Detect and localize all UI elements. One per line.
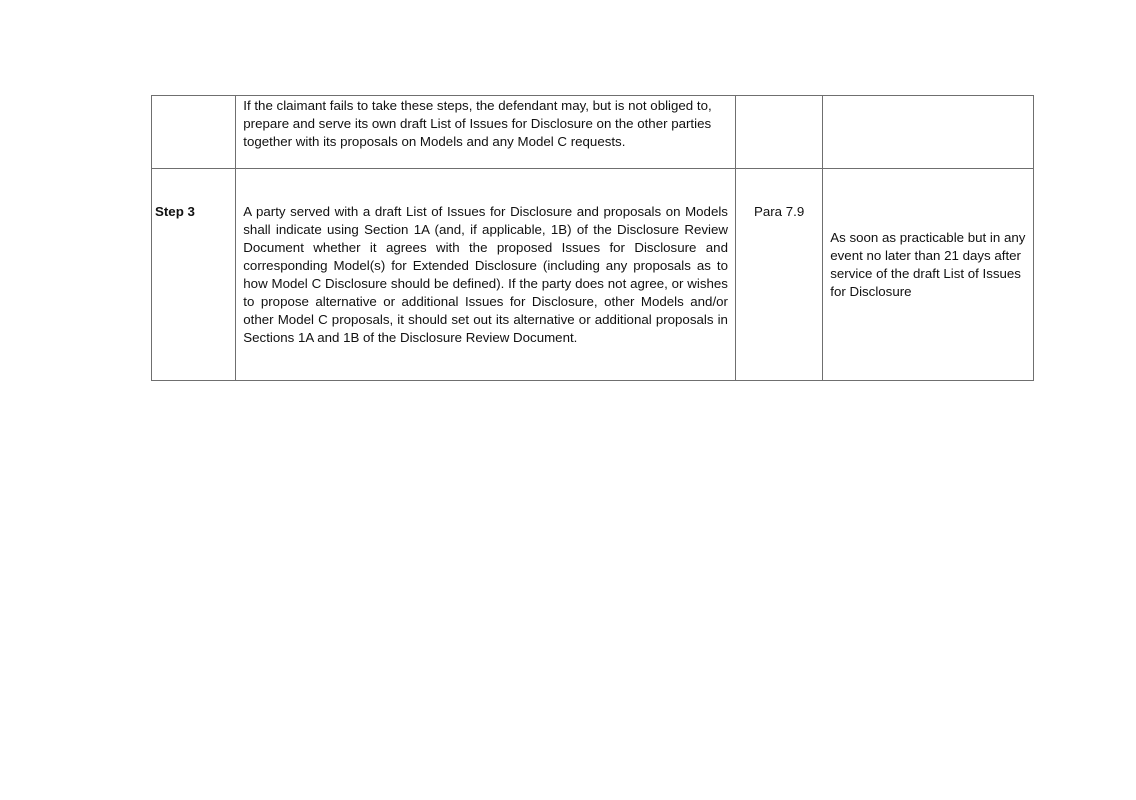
step-label: [152, 96, 235, 130]
timing-text: As soon as practicable but in any event no later than 21 days after service of the draft List of Issues for Disclosure: [830, 230, 1026, 299]
table-row: [152, 96, 1034, 169]
timing-cell: [823, 96, 1034, 169]
timing-cell: [823, 169, 1034, 381]
paragraph-reference: [736, 96, 822, 130]
paragraph-reference: Para 7.9: [753, 204, 805, 219]
description-cell: [236, 96, 736, 169]
disclosure-steps-table: [151, 95, 1034, 381]
paragraph-cell: [735, 96, 822, 169]
paragraph-cell: [735, 169, 822, 381]
document-page: [151, 95, 1034, 381]
step-description: If the claimant fails to take these steps, the defendant may, but is not obliged to, prepare and serve its own draft List of Issues for Disclosure on the other parties together with its proposals on Models and any Model C requests.: [243, 98, 712, 149]
step-cell: [152, 96, 236, 169]
step-cell: [152, 169, 236, 381]
timing-text: [823, 96, 1033, 156]
step-description: A party served with a draft List of Issues for Disclosure and proposals on Models shall indicate using Section 1A (and, if applicable, 1B) of the Disclosure Review Document whether it agrees with the proposed Issues for Disclosure and corresponding Model(s) for Extended Disclosure (including any proposals as to how Model C Disclosure should be defined). If the party does not agree, or wishes to propose alternative or additional Issues for Disclosure, other Models and/or other Model C proposals, it should set out its alternative or additional proposals in Sections 1A and 1B of the Disclosure Review Document.: [243, 204, 728, 345]
description-cell: [236, 169, 736, 381]
table-row: [152, 169, 1034, 381]
step-label: Step 3: [155, 204, 195, 219]
